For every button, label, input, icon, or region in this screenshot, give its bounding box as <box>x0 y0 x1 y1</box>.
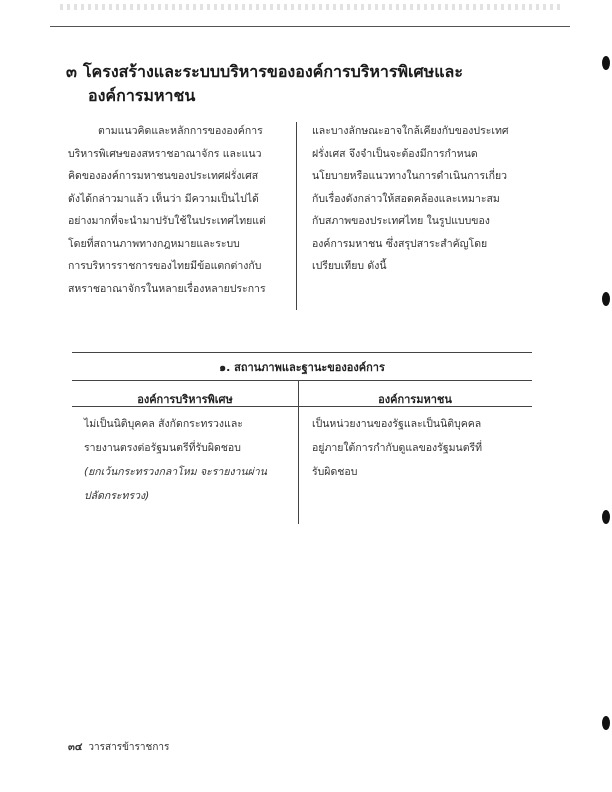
body-line: ดังได้กล่าวมาแล้ว เห็นว่า มีความเป็นไปได้ <box>68 192 259 205</box>
section-number: ๓ <box>66 62 77 81</box>
binder-hole-mark <box>602 56 610 70</box>
cell-line: ไม่เป็นนิติบุคคล สังกัดกระทรวงและ <box>84 418 243 430</box>
section-title-line1: โครงสร้างและระบบบริหารขององค์การบริหารพิเศษและ <box>82 62 463 81</box>
table-header-special-agency: องค์การบริหารพิเศษ <box>137 393 233 406</box>
binder-hole-mark <box>602 510 610 524</box>
body-line: อย่างมากที่จะนำมาปรับใช้ในประเทศไทยแต่ <box>68 215 266 227</box>
body-line: ตามแนวคิดและหลักการขององค์การ <box>98 125 263 137</box>
table-header-public-organization: องค์การมหาชน <box>378 393 452 406</box>
cell-line: รายงานตรงต่อรัฐมนตรีที่รับผิดชอบ <box>84 442 241 454</box>
table-rule <box>72 380 532 381</box>
body-line: บริหารพิเศษของสหราชอาณาจักร และแนว <box>68 147 262 160</box>
binder-hole-mark <box>602 716 610 730</box>
journal-name: วารสารข้าราชการ <box>88 742 170 753</box>
body-line: เปรียบเทียบ ดังนี้ <box>312 260 387 272</box>
page-number: ๓๔ <box>68 742 83 753</box>
body-line: กับเรื่องดังกล่าวให้สอดคล้องและเหมาะสม <box>312 192 500 205</box>
page-footer <box>68 740 169 755</box>
cell-line: รับผิดชอบ <box>312 466 358 478</box>
body-line: คิดขององค์การมหาชนของประเทศฝรั่งเศส <box>68 170 259 182</box>
cell-note-line: (ยกเว้นกระทรวงกลาโหม จะรายงานผ่าน <box>84 466 267 478</box>
body-line: กับสภาพของประเทศไทย ในรูปแบบของ <box>312 215 490 227</box>
cell-note-line: ปลัดกระทรวง) <box>84 490 150 502</box>
table-header-rule <box>72 406 532 407</box>
body-column-right <box>312 120 524 278</box>
top-rule <box>50 26 570 27</box>
body-column-left <box>68 120 280 300</box>
body-line: การบริหารราชการของไทยมีข้อแตกต่างกับ <box>68 260 262 272</box>
section-title-line2: องค์การมหาชน <box>88 86 196 105</box>
cell-line: เป็นหน่วยงานของรัฐและเป็นนิติบุคคล <box>312 418 482 430</box>
scan-edge-artifact <box>60 4 560 10</box>
section-heading <box>66 60 546 108</box>
body-line: องค์การมหาชน ซึ่งสรุปสาระสำคัญโดย <box>312 237 488 250</box>
body-line: สหราชอาณาจักรในหลายเรื่องหลายประการ <box>68 282 266 295</box>
column-divider <box>296 122 297 310</box>
table-cell-special-agency <box>84 412 292 508</box>
binder-hole-mark <box>602 292 610 306</box>
body-line: และบางลักษณะอาจใกล้เคียงกับของประเทศ <box>312 125 509 137</box>
table-top-rule <box>72 352 532 353</box>
cell-line: อยู่ภายใต้การกำกับดูแลของรัฐมนตรีที่ <box>312 442 483 454</box>
table-column-divider <box>298 380 299 524</box>
body-line: นโยบายหรือแนวทางในการดำเนินการเกี่ยว <box>312 170 508 182</box>
table-cell-public-organization <box>312 412 526 484</box>
body-line: โดยที่สถานภาพทางกฎหมายและระบบ <box>68 237 240 250</box>
body-line: ฝรั่งเศส จึงจำเป็นจะต้องมีการกำหนด <box>312 147 478 160</box>
table-title: ๑. สถานภาพและฐานะขององค์การ <box>219 361 385 374</box>
